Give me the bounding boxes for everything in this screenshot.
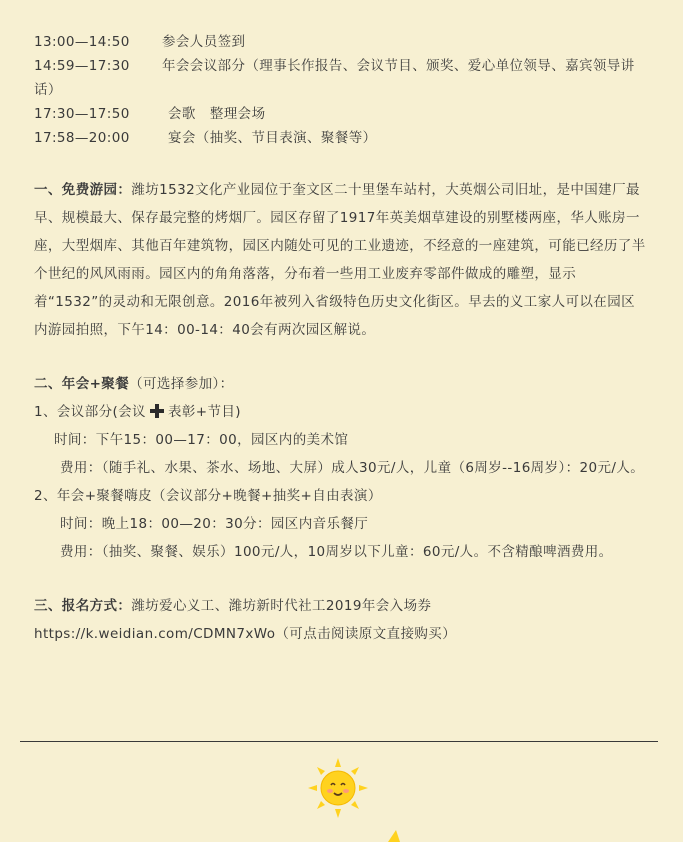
registration-row [34, 592, 646, 620]
schedule-row [34, 102, 646, 126]
item2-fee: 费用：（抽奖、聚餐、娱乐）100元/人，10周岁以下儿童：60元/人。不含精酿啤酒费用。 [60, 544, 613, 560]
section-heading: 二、年会+聚餐 [34, 376, 130, 392]
item2-time: 时间：晚上18：00—20：30分：园区内音乐餐厅 [60, 516, 369, 532]
item1-title-part-a: 1、会议部分(会议 [34, 404, 146, 420]
sun-emoji-icon [376, 822, 406, 842]
registration-link-row [34, 620, 646, 648]
section-annual-meeting [34, 370, 646, 566]
section-heading: 一、免费游园： [34, 182, 132, 198]
item1-fee: 费用：（随手礼、水果、茶水、场地、大屏）成人30元/人，儿童（6周岁--16周岁）：20元/人。 [60, 460, 645, 476]
item1-title [34, 398, 646, 426]
section-text: 潍坊1532文化产业园位于奎文区二十里堡车站村，大英烟公司旧址，是中国建厂最早、规模最大、保存最完整的烤烟厂。园区存留了1917年英美烟草建设的别墅楼两座，华人账房一座，大型烟库、其他百年建筑物，园区内随处可见的工业遗迹，不经意的一座建筑，可能已经历了半个世纪的风风雨雨。园区内的角角落落，分布着一些用工业废弃零部件做成的雕塑，显示着“1532”的灵动和无限创意。2016年被列入省级特色历史文化街区。早去的义工家人可以在园区内游园拍照，下午14：00-14：40会有两次园区解说。 [34, 182, 646, 338]
divider-line [20, 741, 658, 742]
schedule-block [34, 30, 646, 150]
schedule-desc: 参会人员签到 [162, 34, 246, 50]
schedule-row [34, 54, 646, 102]
section-text: 潍坊爱心义工、潍坊新时代社工2019年会入场券 [131, 598, 432, 614]
section-heading: 三、报名方式： [34, 598, 132, 614]
schedule-desc: 宴会（抽奖、节目表演、聚餐等） [168, 130, 377, 146]
registration-link-note: （可点击阅读原文直接购买） [275, 626, 457, 642]
sun-emoji-icon [307, 757, 369, 819]
schedule-time: 17:58—20:00 [34, 130, 130, 146]
section-heading-row [34, 370, 646, 398]
schedule-time: 13:00—14:50 [34, 34, 130, 50]
article-content [34, 30, 646, 648]
item1-title-part-b: 表彰+节目) [167, 404, 241, 420]
item2-title: 2、年会+聚餐嗨皮（会议部分+晚餐+抽奖+自由表演） [34, 488, 382, 504]
section-registration [34, 592, 646, 648]
schedule-time: 17:30—17:50 [34, 106, 130, 122]
schedule-row [34, 126, 646, 150]
schedule-desc: 年会会议部分（理事长作报告、会议节目、颁奖、爱心单位领导、嘉宾领导讲话） [34, 58, 635, 98]
item1-time: 时间：下午15：00—17：00，园区内的美术馆 [54, 432, 349, 448]
schedule-time: 14:59—17:30 [34, 58, 130, 74]
schedule-row [34, 30, 646, 54]
section-heading-note: （可选择参加）： [129, 376, 234, 392]
schedule-desc: 会歌 整理会场 [168, 106, 266, 122]
registration-link[interactable]: https://k.weidian.com/CDMN7xWo [34, 626, 276, 642]
section-free-tour [34, 176, 646, 344]
plus-icon [150, 404, 164, 418]
